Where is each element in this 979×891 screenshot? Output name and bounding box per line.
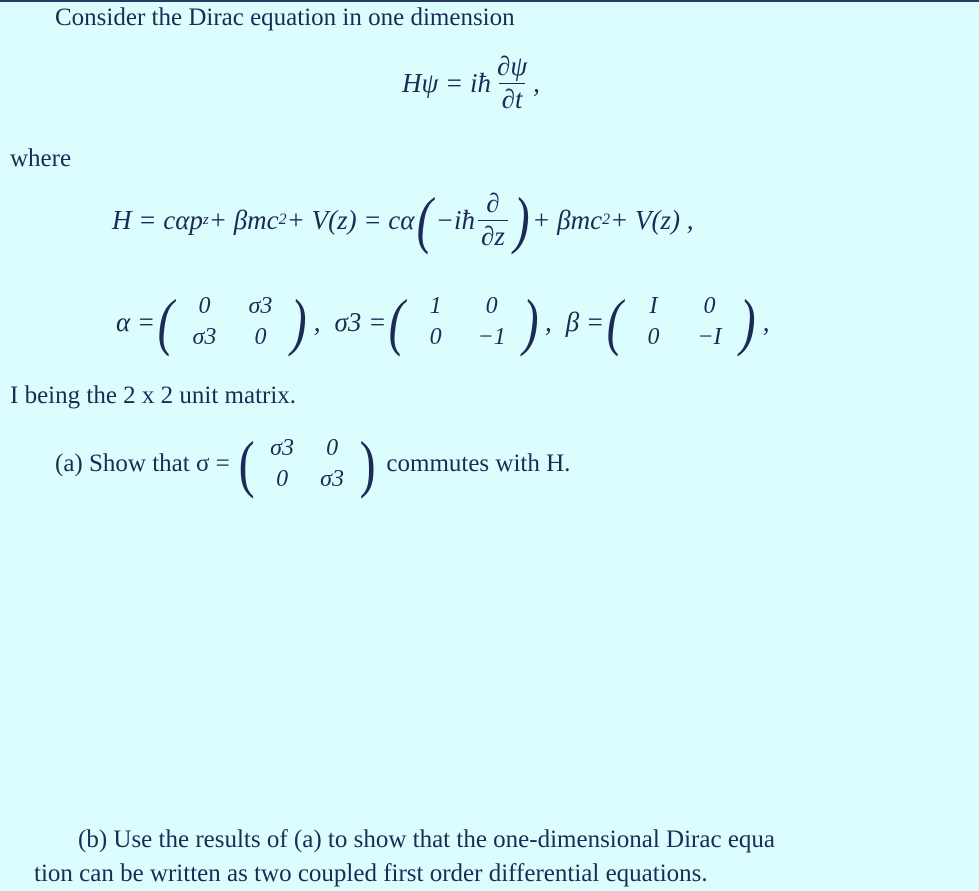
matrix-cell: 0 [276,466,289,492]
sigma-matrix [257,434,357,494]
matrix-cell: 0 [703,293,716,320]
dirac-frac-num: ∂ψ [497,51,528,81]
matrix-cell: 1 [429,293,442,320]
part-b-line2: tion can be written as two coupled first order differential equations. [34,860,708,887]
matrix-cell: σ3 [192,324,217,350]
sep-comma: , [313,306,321,337]
part-b-line1: (b) Use the results of (a) to show that the one-dimensional Dirac equa [78,826,776,853]
matrix-cell: −1 [477,324,506,350]
matrix-cell: 0 [254,324,267,350]
ham-part1-sub: z [202,211,209,228]
part-a-rparen: ) [359,428,376,499]
beta-lparen: ( [606,286,623,357]
alpha-matrix [176,292,288,352]
matrix-cell: 0 [198,293,211,320]
part-a-prefix: (a) Show that σ = [55,450,230,477]
matrix-cell: 0 [326,435,339,462]
intro-text: Consider the Dirac equation in one dimension [55,4,515,31]
alpha-label: α = [116,306,156,337]
alpha-rparen: ) [291,286,308,357]
ham-part2: + βmc [208,204,279,235]
dirac-frac-den: ∂t [499,83,526,115]
sigma3-rparen: ) [522,286,539,357]
ham-part4: + βmc [532,204,603,235]
part-a-suffix: commutes with H. [386,450,571,477]
matrix-cell: σ3 [248,293,273,320]
ham-frac-den: ∂z [478,220,508,252]
dirac-fraction [494,52,530,114]
dirac-tail: , [533,67,540,98]
matrix-cell: 0 [647,324,660,350]
where-label: where [10,145,72,172]
alpha-lparen: ( [157,286,174,357]
left-paren: ( [417,184,434,255]
part-a [55,428,571,499]
ham-part1: H = cαp [112,204,203,235]
dirac-equation [402,52,540,114]
sigma3-lparen: ( [388,286,405,357]
unit-matrix-note: I being the 2 x 2 unit matrix. [10,382,297,409]
right-paren: ) [513,184,530,255]
ham-part5: + V(z) , [610,204,694,235]
ham-part3: + V(z) = cα [286,204,415,235]
dirac-lhs: Hψ = iħ [402,67,491,98]
matrix-cell: I [649,293,658,320]
hamiltonian-equation [112,184,694,255]
beta-matrix [625,292,737,352]
ham-fraction [478,189,508,251]
sigma3-matrix [408,292,520,352]
matrix-cell: σ3 [320,466,345,492]
beta-rparen: ) [740,286,757,357]
ham-part2-sup: 2 [278,211,287,228]
sep-comma: , [544,306,552,337]
ham-part4-sup: 2 [602,211,611,228]
beta-label: β = [565,306,605,337]
matrix-cell: −I [697,324,722,350]
ham-inner: −iħ [435,204,475,235]
matrix-cell: 0 [485,293,498,320]
end-comma: , [762,306,770,337]
matrix-definitions [116,286,784,357]
part-a-lparen: ( [238,428,255,499]
sigma3-label: σ3 = [334,306,387,337]
matrix-cell: 0 [429,324,442,350]
matrix-cell: σ3 [270,435,295,462]
ham-frac-num: ∂ [486,187,500,218]
top-rule [0,0,979,2]
